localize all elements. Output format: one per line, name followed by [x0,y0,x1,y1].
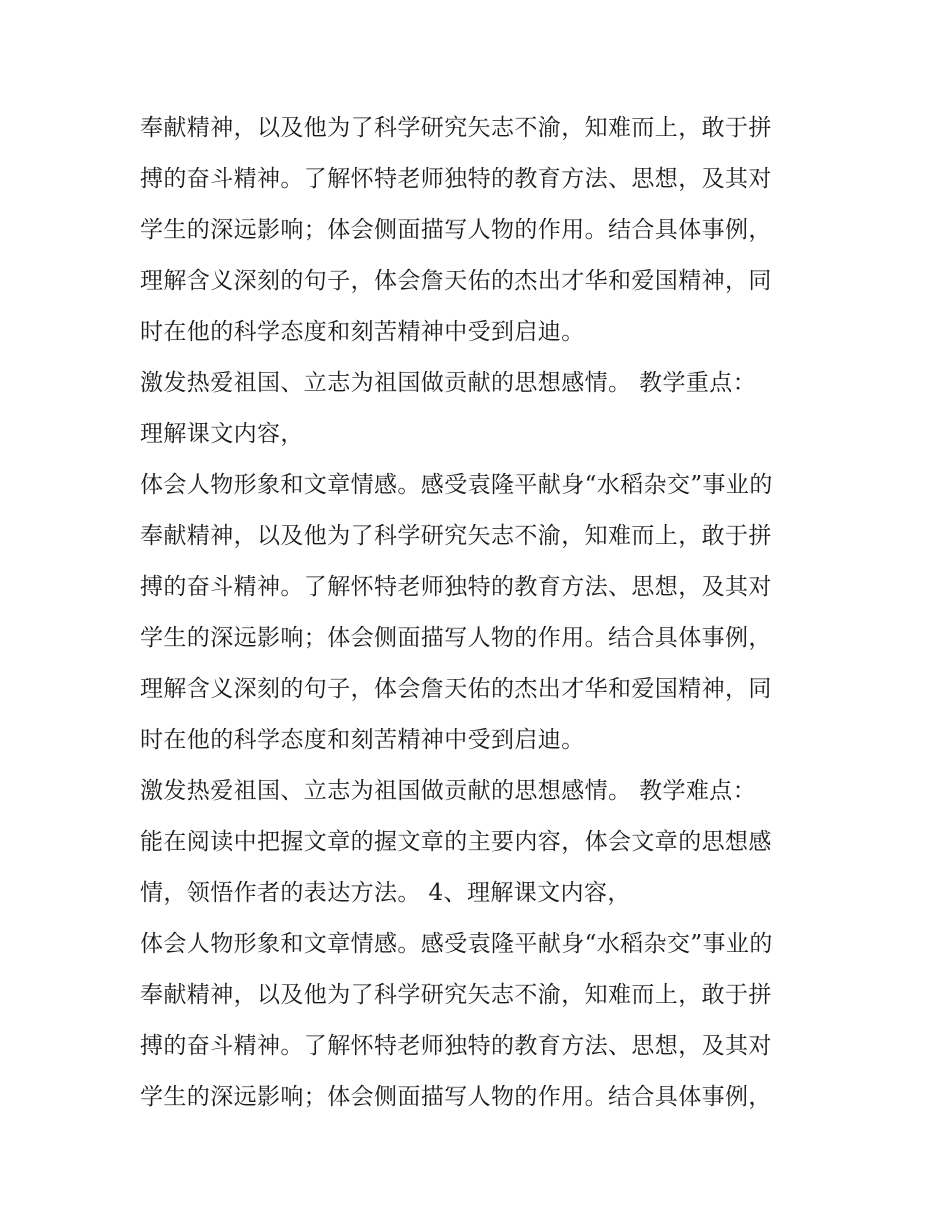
text-line: 学生的深远影响；体会侧面描写人物的作用。结合具体事例， [140,217,772,243]
text-line: 搏的奋斗精神。了解怀特老师独特的教育方法、思想，及其对 [140,166,772,192]
text-line: 激发热爱祖国、立志为祖国做贡献的思想感情。 教学难点： [140,778,757,804]
text-line: 体会人物形象和文章情感。感受袁隆平献身“水稻杂交”事业的 [140,472,773,498]
text-line: 时在他的科学态度和刻苦精神中受到启迪。 [140,727,585,753]
text-line: 情，领悟作者的表达方法。 4、理解课文内容， [140,880,631,906]
text-line: 激发热爱祖国、立志为祖国做贡献的思想感情。 教学重点： [140,370,757,396]
body-text [140,103,830,1123]
text-line: 理解含义深刻的句子，体会詹天佑的杰出才华和爱国精神，同 [140,676,772,702]
text-line: 搏的奋斗精神。了解怀特老师独特的教育方法、思想，及其对 [140,1033,772,1059]
text-line: 能在阅读中把握文章的握文章的主要内容，体会文章的思想感 [140,829,772,855]
text-line: 奉献精神，以及他为了科学研究矢志不渝，知难而上，敢于拼 [140,523,772,549]
text-line: 理解课文内容， [140,421,304,447]
text-line: 学生的深远影响；体会侧面描写人物的作用。结合具体事例， [140,625,772,651]
text-line: 时在他的科学态度和刻苦精神中受到启迪。 [140,319,585,345]
text-line: 体会人物形象和文章情感。感受袁隆平献身“水稻杂交”事业的 [140,931,773,957]
text-line: 搏的奋斗精神。了解怀特老师独特的教育方法、思想，及其对 [140,574,772,600]
text-line: 奉献精神，以及他为了科学研究矢志不渝，知难而上，敢于拼 [140,115,772,141]
text-line: 学生的深远影响；体会侧面描写人物的作用。结合具体事例， [140,1084,772,1110]
text-line: 理解含义深刻的句子，体会詹天佑的杰出才华和爱国精神，同 [140,268,772,294]
text-line: 奉献精神，以及他为了科学研究矢志不渝，知难而上，敢于拼 [140,982,772,1008]
